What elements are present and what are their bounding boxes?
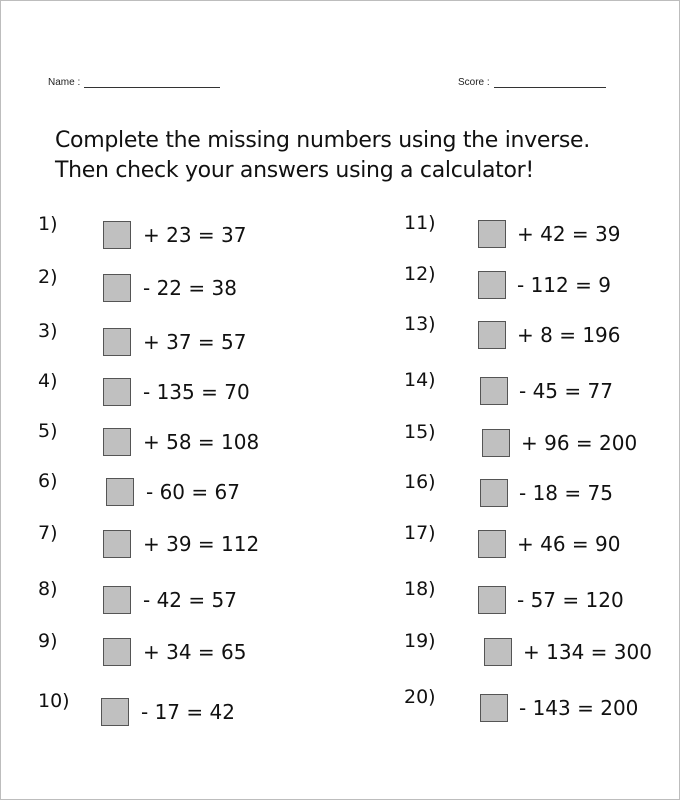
problem-expression: + 134 = 300 xyxy=(523,640,652,664)
answer-box[interactable] xyxy=(103,530,131,558)
answer-box[interactable] xyxy=(478,220,506,248)
answer-box[interactable] xyxy=(480,694,508,722)
answer-box[interactable] xyxy=(103,428,131,456)
problem-number: 10) xyxy=(38,690,70,712)
answer-box[interactable] xyxy=(478,530,506,558)
name-label: Name : xyxy=(48,77,81,88)
score-field[interactable] xyxy=(458,77,606,88)
problem-expression: + 42 = 39 xyxy=(517,222,621,246)
problem-number: 4) xyxy=(38,370,58,392)
problem-number: 12) xyxy=(404,263,436,285)
problem-number: 17) xyxy=(404,522,436,544)
problem-expression: + 23 = 37 xyxy=(143,223,247,247)
problem-number: 5) xyxy=(38,420,58,442)
problem-number: 6) xyxy=(38,470,58,492)
problem-expression: - 60 = 67 xyxy=(146,480,240,504)
problem-expression: + 46 = 90 xyxy=(517,532,621,556)
problem-number: 8) xyxy=(38,578,58,600)
answer-box[interactable] xyxy=(478,271,506,299)
problem-expression: + 8 = 196 xyxy=(517,323,621,347)
problem-expression: - 42 = 57 xyxy=(143,588,237,612)
answer-box[interactable] xyxy=(480,377,508,405)
problem-expression: - 17 = 42 xyxy=(141,700,235,724)
answer-box[interactable] xyxy=(478,586,506,614)
answer-box[interactable] xyxy=(484,638,512,666)
answer-box[interactable] xyxy=(103,638,131,666)
problem-number: 18) xyxy=(404,578,436,600)
problem-number: 14) xyxy=(404,369,436,391)
score-line[interactable] xyxy=(494,77,606,88)
problem-number: 16) xyxy=(404,471,436,493)
answer-box[interactable] xyxy=(103,378,131,406)
answer-box[interactable] xyxy=(103,221,131,249)
answer-box[interactable] xyxy=(482,429,510,457)
answer-box[interactable] xyxy=(478,321,506,349)
problem-number: 20) xyxy=(404,686,436,708)
problem-expression: - 45 = 77 xyxy=(519,379,613,403)
problem-expression: + 34 = 65 xyxy=(143,640,247,664)
problem-expression: - 18 = 75 xyxy=(519,481,613,505)
problem-expression: + 37 = 57 xyxy=(143,330,247,354)
problem-number: 11) xyxy=(404,212,436,234)
name-line[interactable] xyxy=(84,77,220,88)
problem-expression: + 96 = 200 xyxy=(521,431,638,455)
score-label: Score : xyxy=(458,77,490,88)
problem-number: 3) xyxy=(38,320,58,342)
problem-expression: - 22 = 38 xyxy=(143,276,237,300)
instructions xyxy=(55,126,590,186)
problem-number: 13) xyxy=(404,313,436,335)
name-field[interactable] xyxy=(48,77,220,88)
problem-number: 15) xyxy=(404,421,436,443)
instruction-line: Complete the missing numbers using the inverse. xyxy=(55,128,590,153)
answer-box[interactable] xyxy=(106,478,134,506)
answer-box[interactable] xyxy=(101,698,129,726)
instruction-line: Then check your answers using a calculator! xyxy=(55,158,534,183)
problem-expression: - 57 = 120 xyxy=(517,588,624,612)
problem-number: 2) xyxy=(38,266,58,288)
answer-box[interactable] xyxy=(103,274,131,302)
problem-number: 7) xyxy=(38,522,58,544)
answer-box[interactable] xyxy=(103,328,131,356)
answer-box[interactable] xyxy=(480,479,508,507)
problem-expression: + 58 = 108 xyxy=(143,430,260,454)
answer-box[interactable] xyxy=(103,586,131,614)
problem-number: 9) xyxy=(38,630,58,652)
problem-expression: - 143 = 200 xyxy=(519,696,639,720)
problem-number: 1) xyxy=(38,213,58,235)
problem-expression: - 112 = 9 xyxy=(517,273,611,297)
problem-expression: + 39 = 112 xyxy=(143,532,260,556)
problem-number: 19) xyxy=(404,630,436,652)
problem-expression: - 135 = 70 xyxy=(143,380,250,404)
